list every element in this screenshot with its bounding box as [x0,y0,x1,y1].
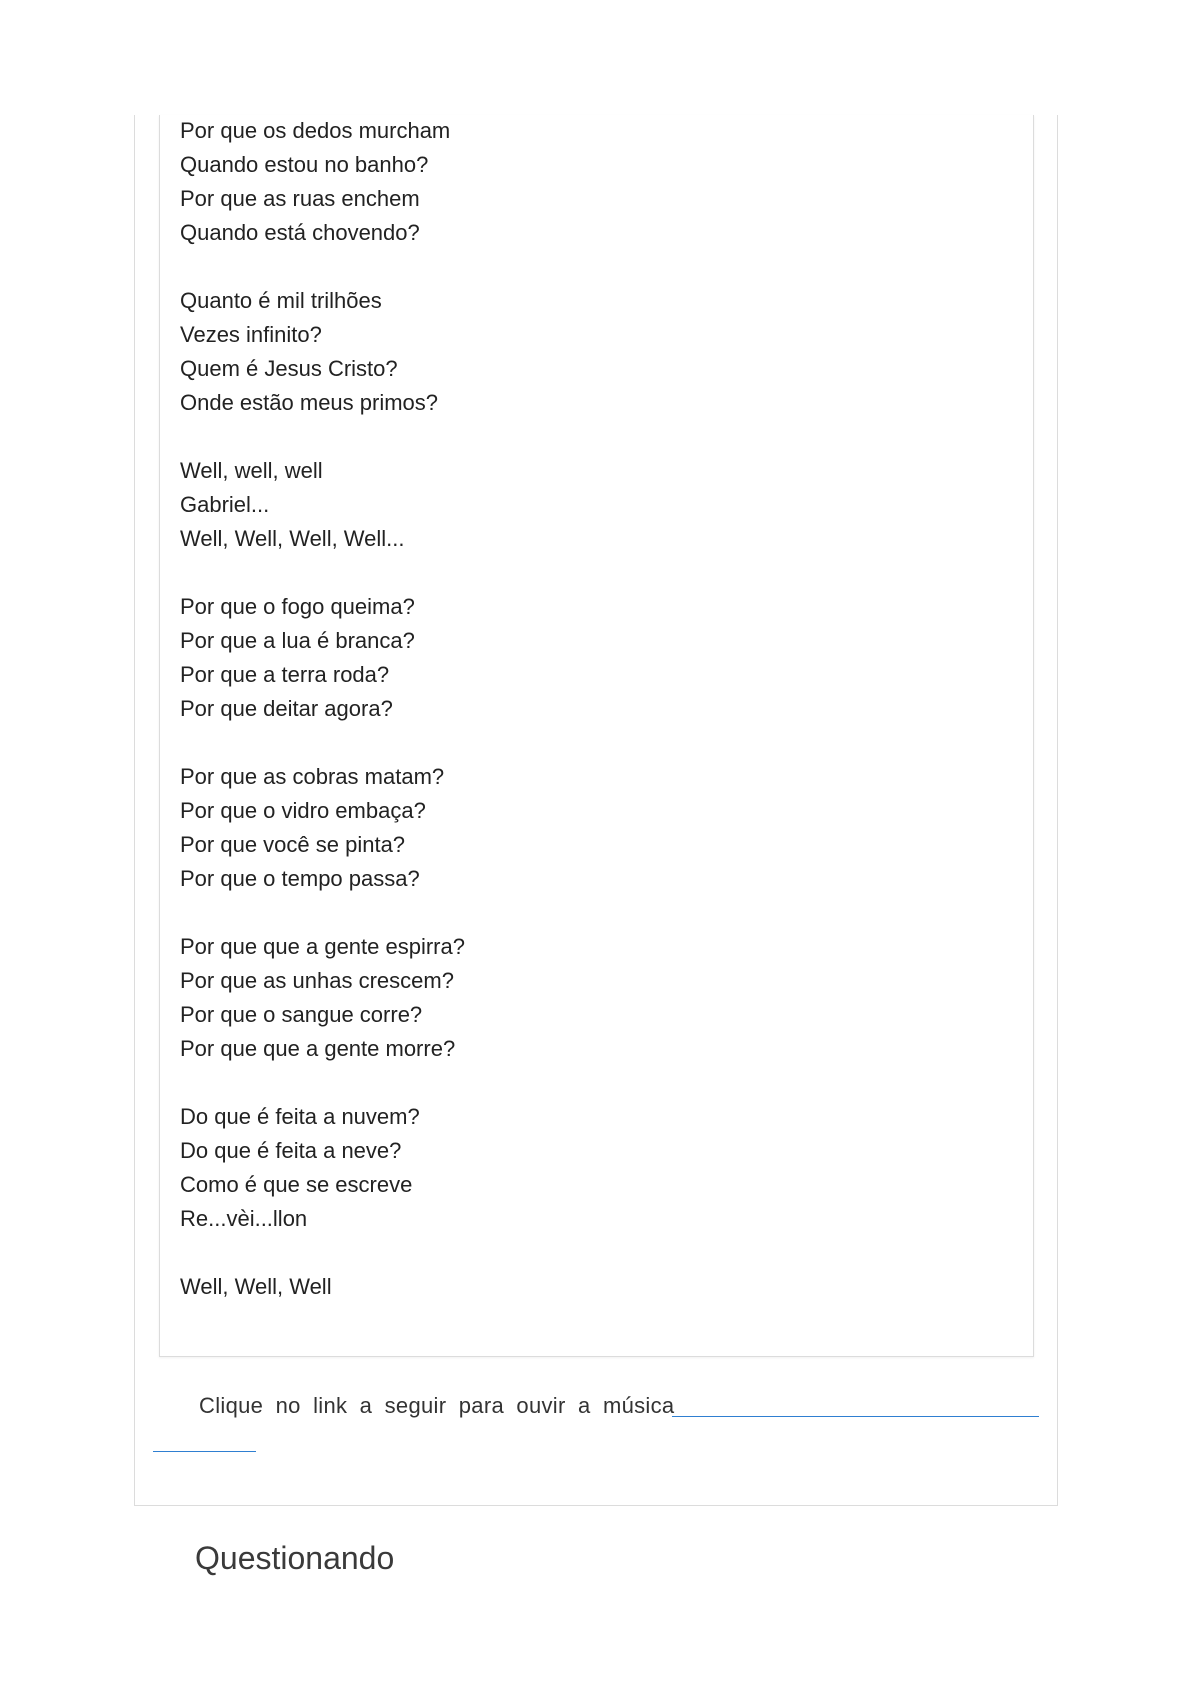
lyrics-line: Por que o tempo passa? [180,866,420,891]
song-link[interactable] [672,1416,1039,1417]
lyrics-stanza [180,930,1000,1066]
listen-prompt: Clique no link a seguir para ouvir a música [199,1393,675,1418]
lyrics-line: Por que o fogo queima? [180,594,415,619]
lyrics-line: Quanto é mil trilhões [180,288,382,313]
lyrics-line: Do que é feita a neve? [180,1138,402,1163]
lyrics-line: Por que o sangue corre? [180,1002,423,1027]
lyrics-line: Well, Well, Well, Well... [180,526,405,551]
lyrics-stanza [180,114,1000,250]
lyrics-line: Re...vèi...llon [180,1206,308,1231]
lyrics-line: Por que a terra roda? [180,662,390,687]
lyrics-line: Do que é feita a nuvem? [180,1104,420,1129]
lyrics-line: Por que você se pinta? [180,832,406,857]
lyrics-line: Por que as cobras matam? [180,764,445,789]
lyrics-stanza [180,284,1000,420]
lyrics-stanza [180,1270,1000,1304]
lyrics-line: Por que a lua é branca? [180,628,415,653]
lyrics-line: Por que deitar agora? [180,696,393,721]
lyrics-stanza [180,590,1000,726]
lyrics-line: Por que que a gente espirra? [180,934,465,959]
lyrics-line: Por que as ruas enchem [180,186,420,211]
lyrics-line: Por que as unhas crescem? [180,968,454,993]
lyrics-line: Quem é Jesus Cristo? [180,356,398,381]
lyrics-line: Onde estão meus primos? [180,390,439,415]
song-link-continuation[interactable] [153,1451,256,1452]
lyrics-stanza [180,760,1000,896]
section-title: Questionando [195,1540,395,1576]
lyrics-stanza [180,1100,1000,1236]
lyrics-line: Vezes infinito? [180,322,322,347]
lyrics-text [180,114,1000,1338]
lyrics-line: Gabriel... [180,492,270,517]
lyrics-line: Well, Well, Well [180,1274,332,1299]
lyrics-line: Well, well, well [180,458,323,483]
lyrics-line: Como é que se escreve [180,1172,413,1197]
lyrics-line: Quando estou no banho? [180,152,429,177]
lyrics-line: Por que o vidro embaça? [180,798,426,823]
lyrics-line: Por que que a gente morre? [180,1036,456,1061]
lyrics-stanza [180,454,1000,556]
lyrics-line: Quando está chovendo? [180,220,420,245]
lyrics-line: Por que os dedos murcham [180,118,451,143]
